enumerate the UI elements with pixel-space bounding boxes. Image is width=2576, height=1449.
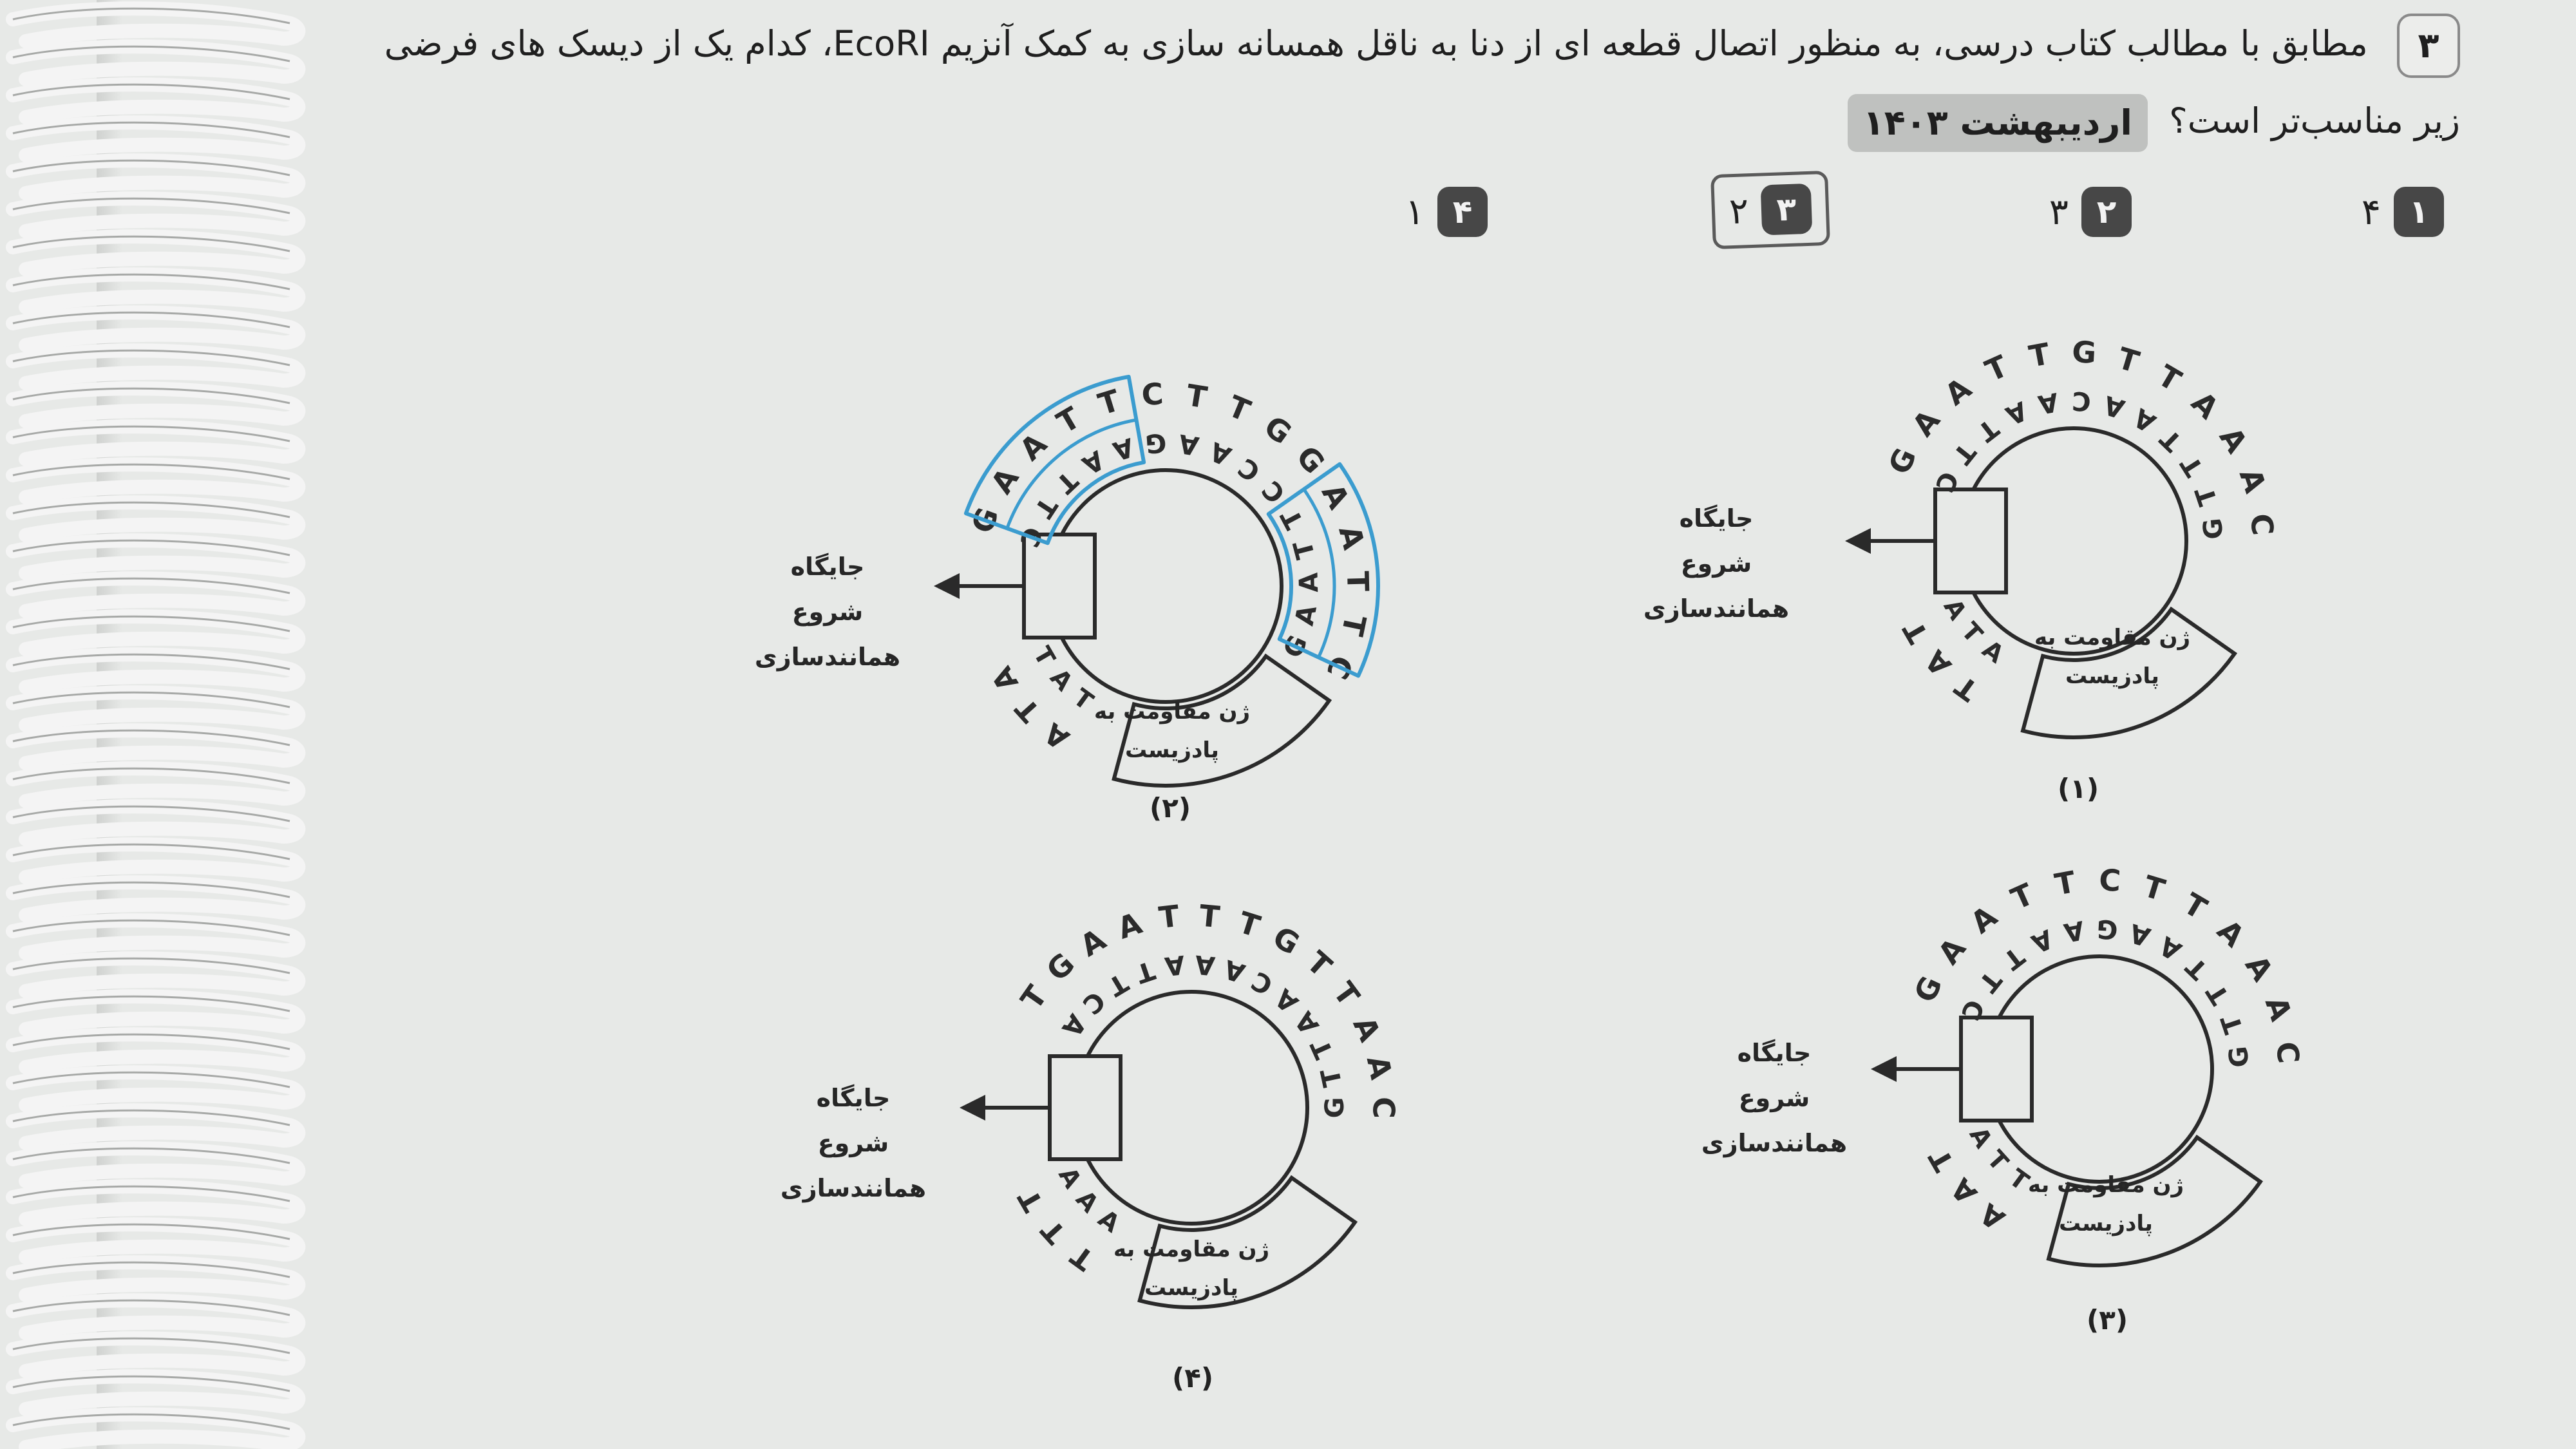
- option-2-value: ۳: [2049, 191, 2069, 233]
- fig4-inner-base: A: [1220, 953, 1249, 988]
- fig3-lower-inner-base: T: [2003, 1163, 2034, 1197]
- fig2-lower-inner-base: T: [1028, 641, 1061, 670]
- fig2-origin-arrowhead: [934, 573, 960, 599]
- fig1-lower-outer-base: T: [1897, 615, 1935, 649]
- fig4-outer-base: T: [1198, 898, 1222, 935]
- fig1-lower-inner-base: T: [1956, 616, 1989, 649]
- fig4-outer-base: A: [1359, 1052, 1399, 1083]
- fig3-outer-base: G: [1907, 971, 1949, 1008]
- fig2-resistance-line1: ژن مقاومت به: [1094, 699, 1251, 724]
- fig1-origin-line1: جایگاه: [1679, 504, 1754, 533]
- fig2-inner-base: G: [1144, 427, 1168, 459]
- fig1-outer-base: T: [2114, 340, 2143, 380]
- fig4-lower-outer-base: T: [1012, 1184, 1050, 1217]
- fig4-lower-outer-base: T: [1065, 1238, 1101, 1277]
- fig3-outer-base: C: [2269, 1040, 2306, 1065]
- fig3-outer-base: A: [2258, 992, 2299, 1025]
- fig3-outer-base: T: [2139, 868, 2169, 908]
- fig3-inner-base: A: [2154, 930, 2187, 966]
- fig4-outer-base: T: [1014, 979, 1054, 1016]
- fig1-resistance-line1: ژن مقاومت به: [2034, 625, 2191, 650]
- question-text-line2: زیر مناسب‌تر است؟: [2169, 100, 2460, 141]
- fig1-inner-base: G: [2197, 516, 2230, 541]
- fig3-lower-inner-base: A: [1964, 1122, 1998, 1153]
- fig3-inner-base: C: [1955, 994, 1990, 1025]
- fig1-outer-base: C: [2244, 512, 2280, 537]
- fig4-inner-base: C: [1076, 985, 1111, 1020]
- fig2-caption: (۲): [1150, 792, 1191, 824]
- fig1-inner-base: T: [2154, 423, 2188, 457]
- fig2-inner-base: A: [1077, 444, 1110, 480]
- fig4-inner-base: T: [1315, 1066, 1349, 1090]
- fig2-inner-base: A: [1176, 428, 1201, 461]
- fig4-origin-label: [747, 1075, 960, 1211]
- question-number: ۳: [2397, 14, 2460, 78]
- fig4-outer-base: A: [1074, 922, 1112, 963]
- fig2-outer-base: A: [1314, 478, 1357, 515]
- fig3-inner-base: A: [2027, 923, 2058, 959]
- fig4-resistance-label: [1095, 1230, 1288, 1307]
- fig2-resistance-line2: پادزیست: [1125, 737, 1219, 763]
- fig2-inner-base: A: [1289, 602, 1323, 629]
- fig4-lower-inner-base: A: [1070, 1184, 1104, 1218]
- fig3-inner-base: A: [2061, 914, 2087, 948]
- fig1-outer-base: A: [1938, 370, 1978, 413]
- fig1-outer-base: G: [1881, 442, 1924, 480]
- fig2-outer-base: T: [1340, 571, 1376, 592]
- fig2-lower-inner-base: T: [1068, 683, 1099, 716]
- fig4-inner-base: A: [1269, 982, 1305, 1018]
- fig2-inner-base: A: [1206, 435, 1236, 471]
- fig1-lower-outer-base: A: [1918, 643, 1958, 682]
- fig3-outer-base: A: [2238, 949, 2280, 987]
- fig2-outer-base: C: [1140, 376, 1165, 413]
- fig3-origin-line2: شروع همانندسازی: [1701, 1084, 1848, 1157]
- fig4-outer-base: C: [1366, 1097, 1401, 1119]
- fig1-resistance-line2: پادزیست: [2065, 663, 2159, 689]
- fig1-outer-base: A: [2212, 421, 2255, 459]
- fig2-outer-base: T: [1050, 400, 1086, 440]
- source-badge: اردیبهشت ۱۴۰۳: [1848, 94, 2148, 152]
- fig2-inner-base: C: [1013, 523, 1048, 551]
- fig4-lower-inner-base: A: [1053, 1162, 1088, 1193]
- fig3-outer-base: T: [2052, 864, 2079, 902]
- fig4-resistance-line1: ژن مقاومت به: [1113, 1236, 1270, 1262]
- fig4-inner-base: A: [1163, 949, 1187, 981]
- fig4-inner-base: G: [1320, 1097, 1350, 1119]
- fig4-outer-base: T: [1300, 944, 1339, 984]
- fig3-lower-outer-base: A: [1974, 1196, 2011, 1236]
- fig1-origin-label: [1610, 496, 1823, 631]
- fig2-outer-base: T: [1334, 612, 1373, 639]
- option-3-badge: ۳: [1761, 184, 1813, 236]
- fig1-inner-base: T: [2175, 450, 2210, 482]
- fig3-inner-base: T: [2215, 1011, 2249, 1037]
- fig2-inner-base: A: [1109, 431, 1137, 466]
- fig3-inner-base: G: [2223, 1045, 2255, 1069]
- fig4-outer-base: A: [1113, 905, 1146, 946]
- fig1-caption: (۱): [2058, 773, 2099, 804]
- fig1-outer-base: A: [2184, 384, 2226, 426]
- fig4-origin-arrowhead: [960, 1095, 985, 1121]
- fig2-origin-line1: جایگاه: [790, 553, 865, 581]
- fig3-lower-outer-base: A: [1944, 1171, 1984, 1210]
- fig4-outer-base: T: [1157, 898, 1182, 936]
- fig1-inner-base: A: [2001, 395, 2032, 431]
- question-text-line1: مطابق با مطالب کتاب درسی، به منظور اتصال قطعه ای از دنا به ناقل همسانه سازی به کمک آنزیم EcoRI، کدام یک از دیسک های فرضی: [384, 23, 2368, 64]
- option-4-value: ۱: [1405, 191, 1425, 233]
- fig1-outer-base: G: [2070, 334, 2098, 370]
- fig3-origin-label: [1668, 1030, 1880, 1166]
- fig4-inner-base: T: [1132, 954, 1159, 989]
- fig2-outer-base: A: [1012, 426, 1054, 468]
- fig1-inner-base: A: [2128, 402, 2161, 438]
- fig3-inner-base: T: [2180, 951, 2214, 985]
- fig4-inner-base: A: [1193, 949, 1217, 981]
- fig4-inner-base: A: [1056, 1009, 1092, 1042]
- fig1-inner-base: T: [1947, 437, 1982, 469]
- fig2-lower-inner-base: A: [1045, 663, 1079, 697]
- fig3-resistance-label: [2009, 1166, 2202, 1243]
- fig3-outer-base: A: [1964, 898, 2004, 941]
- fig1-outer-base: T: [1980, 348, 2013, 389]
- fig2-inner-base: C: [1233, 451, 1266, 488]
- fig2-origin-line2: شروع همانندسازی: [754, 598, 901, 671]
- fig4-outer-base: G: [1039, 945, 1081, 989]
- fig3-outer-base: T: [2177, 886, 2213, 927]
- fig1-outer-base: T: [2026, 336, 2053, 374]
- fig4-inner-base: C: [1246, 965, 1278, 1001]
- fig2-outer-base: T: [1184, 377, 1210, 415]
- fig3-lower-inner-base: T: [1982, 1144, 2014, 1177]
- fig2-lower-outer-base: T: [1009, 692, 1047, 728]
- fig1-inner-base: C: [1929, 466, 1964, 497]
- fig1-inner-base: C: [2071, 385, 2092, 417]
- fig4-resistance-line2: پادزیست: [1144, 1275, 1238, 1301]
- option-3-value: ۲: [1728, 189, 1750, 232]
- fig4-inner-base: T: [1305, 1034, 1340, 1063]
- fig4-inner-base: A: [1289, 1006, 1325, 1040]
- fig3-inner-base: T: [1973, 965, 2007, 998]
- fig3-origin-line1: جایگاه: [1737, 1039, 1812, 1067]
- fig2-inner-base: T: [1288, 537, 1321, 562]
- fig2-inner-base: T: [1275, 504, 1310, 534]
- fig3-outer-base: C: [2098, 862, 2122, 898]
- fig3-inner-base: A: [2126, 917, 2154, 952]
- fig3-inner-base: G: [2096, 913, 2119, 945]
- fig2-outer-base: T: [1094, 383, 1124, 422]
- fig1-resistance-label: [2016, 618, 2209, 696]
- fig3-outer-base: A: [1931, 931, 1973, 971]
- fig1-inner-base: T: [1971, 413, 2004, 448]
- fig2-lower-outer-base: A: [1038, 715, 1075, 756]
- fig2-lower-outer-base: A: [985, 661, 1025, 697]
- option-4-badge: ۴: [1437, 187, 1488, 237]
- fig4-lower-outer-base: T: [1035, 1213, 1073, 1250]
- fig1-lower-inner-base: A: [1938, 594, 1973, 625]
- fig2-outer-base: G: [964, 502, 1006, 538]
- fig2-origin-box: [1024, 535, 1095, 638]
- fig4-origin-line1: جایگاه: [816, 1084, 891, 1112]
- fig2-inner-base: T: [1028, 491, 1063, 523]
- fig1-outer-base: A: [1905, 402, 1947, 443]
- fig4-inner-base: T: [1103, 967, 1133, 1002]
- fig2-inner-base: C: [1256, 475, 1292, 509]
- fig3-caption: (۳): [2087, 1304, 2128, 1336]
- fig1-lower-outer-base: T: [1949, 669, 1985, 707]
- fig1-outer-base: A: [2232, 464, 2273, 497]
- fig4-outer-base: T: [1326, 975, 1367, 1013]
- fig2-inner-base: G: [1278, 630, 1314, 663]
- option-1-value: ۴: [2361, 191, 2381, 233]
- fig3-inner-base: T: [1997, 941, 2030, 976]
- fig3-lower-outer-base: T: [1922, 1143, 1961, 1177]
- fig2-inner-base: A: [1294, 572, 1325, 593]
- fig1-lower-inner-base: A: [1977, 634, 2009, 669]
- fig4-outer-base: A: [1346, 1011, 1388, 1047]
- fig4-lower-inner-base: A: [1093, 1204, 1125, 1238]
- fig3-inner-base: T: [2201, 978, 2236, 1010]
- fig3-outer-base: A: [2210, 913, 2251, 954]
- fig2-outer-base: G: [1289, 439, 1332, 480]
- fig2-outer-base: C: [1319, 650, 1361, 685]
- fig1-origin-box: [1935, 489, 2006, 592]
- fig1-origin-line2: شروع همانندسازی: [1643, 549, 1790, 623]
- fig1-inner-base: T: [2190, 483, 2224, 509]
- fig2-inner-base: T: [1050, 465, 1084, 499]
- fig2-outer-base: A: [983, 461, 1026, 500]
- fig1-inner-base: A: [2100, 389, 2128, 424]
- fig2-outer-base: G: [1258, 408, 1298, 451]
- fig1-origin-arrowhead: [1845, 528, 1871, 554]
- fig1-inner-base: A: [2036, 386, 2061, 420]
- fig3-resistance-line2: پادزیست: [2059, 1211, 2153, 1236]
- fig4-origin-box: [1050, 1056, 1121, 1159]
- fig4-caption: (۴): [1172, 1362, 1214, 1394]
- fig1-outer-base: T: [2152, 357, 2187, 399]
- fig3-resistance-line1: ژن مقاومت به: [2027, 1172, 2184, 1198]
- fig2-resistance-label: [1075, 692, 1269, 770]
- fig2-outer-base: T: [1223, 388, 1256, 429]
- fig4-outer-base: T: [1234, 904, 1264, 944]
- option-2-badge: ۲: [2081, 187, 2132, 237]
- fig4-origin-line2: شروع همانندسازی: [780, 1129, 927, 1202]
- fig2-outer-base: A: [1332, 522, 1372, 553]
- fig2-origin-label: [721, 544, 934, 679]
- fig3-outer-base: T: [2005, 876, 2039, 917]
- fig4-outer-base: G: [1267, 919, 1306, 962]
- option-1-badge: ۱: [2394, 187, 2444, 237]
- fig3-origin-box: [1961, 1018, 2032, 1121]
